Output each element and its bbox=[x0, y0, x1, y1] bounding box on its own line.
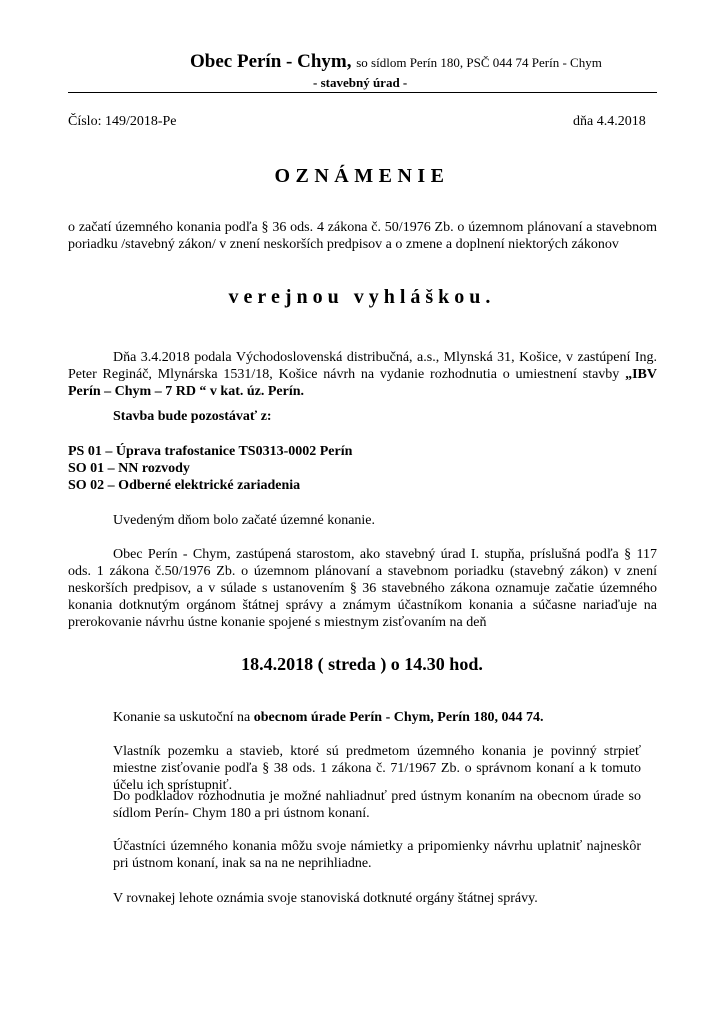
hearing-date: 18.4.2018 ( streda ) o 14.30 hod. bbox=[241, 654, 483, 674]
header-title bbox=[190, 53, 602, 71]
announcement-paragraph: Obec Perín - Chym, zastúpená starostom, ako stavebný úrad I. stupňa, príslušná podľa § 117 ods. 1 zákona č.50/1976 Zb. o územnom plánovaní a stavebnom poriadku (stavebný zákon) v znení neskorších predpisov, a v súlade s ustanovením § 36 stavebného zákona oznamuje začatie územného konania dotknutým orgánom štátnej správy a známym účastníkom konania a súčasne nariaďuje na prerokovanie návrhu ústne konanie spojené s miestnym zisťovaním na deň bbox=[68, 547, 657, 630]
reference-number: Číslo: 149/2018-Pe bbox=[68, 114, 177, 129]
proceeding-started-note: Uvedeným dňom bolo začaté územné konanie. bbox=[113, 513, 376, 528]
header-address: so sídlom Perín 180, PSČ 044 74 Perín - Chym bbox=[356, 55, 602, 70]
intro-paragraph: o začatí územného konania podľa § 36 ods. 4 zákona č. 50/1976 Zb. o územnom plánovaní a stavebnom poriadku /stavebný zákon/ v znení neskorších predpisov a o zmene a doplnení niektorých zákonov bbox=[68, 220, 657, 252]
document-title: OZNÁMENIE bbox=[274, 165, 450, 187]
hearing-location bbox=[113, 709, 543, 726]
public-notice-heading: verejnou vyhláškou. bbox=[228, 286, 496, 308]
list-item: PS 01 – Úprava trafostanice TS0313-0002 Perín bbox=[68, 444, 353, 459]
list-item: SO 01 – NN rozvody bbox=[68, 461, 190, 476]
hearing-location-text: Konanie sa uskutoční na bbox=[113, 710, 254, 725]
header-subtitle: - stavebný úrad - bbox=[313, 75, 408, 90]
objections-paragraph: Účastníci územného konania môžu svoje námietky a pripomienky návrhu uplatniť najneskôr pri ústnom konaní, inak sa na ne neprihliadne. bbox=[113, 839, 641, 871]
project-name: „IBV Perín – Chym – 7 RD “ v kat. úz. Perín. bbox=[68, 367, 657, 399]
authorities-paragraph: V rovnakej lehote oznámia svoje stanoviská dotknuté orgány štátnej správy. bbox=[113, 891, 538, 906]
municipality-name: Obec Perín - Chym, bbox=[190, 51, 352, 72]
document-date: dňa 4.4.2018 bbox=[573, 114, 646, 129]
application-paragraph bbox=[68, 349, 657, 400]
hearing-location-address: obecnom úrade Perín - Chym, Perín 180, 044 74. bbox=[253, 710, 544, 725]
list-item: SO 02 – Odberné elektrické zariadenia bbox=[68, 478, 301, 493]
documents-inspection-paragraph: Do podkladov rozhodnutia je možné nahliadnuť pred ústnym konaním na obecnom úrade so sídlom Perín- Chym 180 a pri ústnom konaní. bbox=[113, 789, 641, 821]
construction-heading: Stavba bude pozostávať z: bbox=[113, 409, 272, 424]
application-text: Dňa 3.4.2018 podala Východoslovenská distribučná, a.s., Mlynská 31, Košice, v zastúpení Ing. Peter Regináč, Mlynárska 1531/18, Košice návrh na vydanie rozhodnutia o umiestnení stavby bbox=[68, 350, 657, 382]
construction-list bbox=[68, 443, 352, 494]
header-divider bbox=[68, 92, 657, 93]
owner-obligation-paragraph: Vlastník pozemku a stavieb, ktoré sú predmetom územného konania je povinný strpieť miestne zisťovanie podľa § 38 ods. 1 zákona č. 71/1967 Zb. o správnom konaní a k tomuto účelu ich sprístupniť. bbox=[113, 744, 641, 793]
